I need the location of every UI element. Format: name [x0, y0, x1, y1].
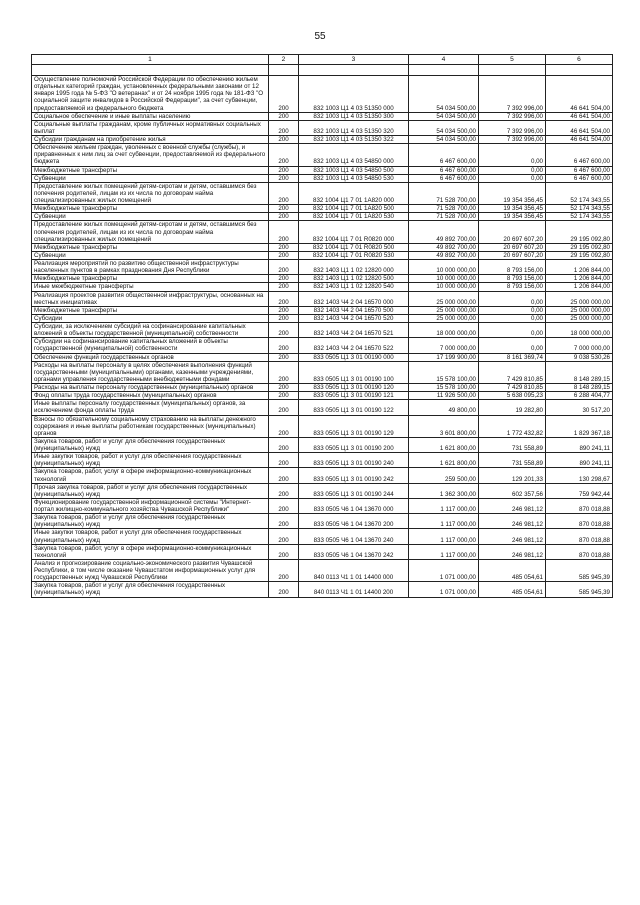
table-row	[32, 174, 613, 182]
table-row	[32, 112, 613, 120]
column-header: 4	[409, 55, 479, 65]
line-code-cell: 200	[269, 415, 299, 437]
approved-amount-cell: 1 621 800,00	[409, 437, 479, 452]
approved-amount-cell: 7 000 000,00	[409, 338, 479, 353]
unexecuted-amount-cell: 870 018,88	[546, 544, 613, 559]
executed-amount-cell: 0,00	[479, 306, 546, 314]
approved-amount-cell: 10 000 000,00	[409, 275, 479, 283]
expense-name-cell: Расходы на выплаты персоналу государственных (муниципальных) органов	[32, 384, 269, 392]
line-code-cell: 200	[269, 559, 299, 581]
expense-name-cell: Социальное обеспечение и иные выплаты населению	[32, 112, 269, 120]
unexecuted-amount-cell: 30 517,20	[546, 400, 613, 415]
budget-classification-code-cell: 833 0505 Ц1 3 01 00190 200	[299, 437, 409, 452]
executed-amount-cell: 731 558,89	[479, 437, 546, 452]
unexecuted-amount-cell: 8 148 289,15	[546, 361, 613, 383]
executed-amount-cell: 8 793 156,00	[479, 283, 546, 291]
expense-name-cell: Межбюджетные трансферты	[32, 275, 269, 283]
unexecuted-amount-cell: 6 288 404,77	[546, 392, 613, 400]
executed-amount-cell: 20 697 607,20	[479, 221, 546, 243]
table-row	[32, 437, 613, 452]
budget-execution-table	[31, 54, 613, 598]
expense-name-cell: Субвенции	[32, 251, 269, 259]
executed-amount-cell: 20 697 607,20	[479, 251, 546, 259]
expense-name-cell: Прочая закупка товаров, работ и услуг для обеспечения государственных (муниципальных) нужд	[32, 483, 269, 498]
budget-classification-code-cell: 832 1403 Ц1 1 02 12820 540	[299, 283, 409, 291]
line-code-cell: 200	[269, 323, 299, 338]
line-code-cell: 200	[269, 275, 299, 283]
approved-amount-cell: 17 199 900,00	[409, 353, 479, 361]
executed-amount-cell: 8 793 156,00	[479, 260, 546, 275]
table-row	[32, 582, 613, 597]
executed-amount-cell: 0,00	[479, 144, 546, 166]
expense-name-cell: Анализ и прогнозирование социально-экономического развития Чувашской Республики, в том числе оказание Чувашстатом информационных услуг для государственных нужд Чувашской Республики	[32, 559, 269, 581]
column-header: 2	[269, 55, 299, 65]
expense-name-cell: Субвенции	[32, 213, 269, 221]
expense-name-cell: Межбюджетные трансферты	[32, 306, 269, 314]
unexecuted-amount-cell: 1 206 844,00	[546, 260, 613, 275]
table-row	[32, 400, 613, 415]
executed-amount-cell: 20 697 607,20	[479, 243, 546, 251]
table-row	[32, 529, 613, 544]
line-code-cell: 200	[269, 353, 299, 361]
approved-amount-cell: 54 034 500,00	[409, 136, 479, 144]
expense-name-cell: Иные выплаты персоналу государственных (муниципальных) органов, за исключением фонда оплаты труда	[32, 400, 269, 415]
approved-amount-cell: 3 601 800,00	[409, 415, 479, 437]
expense-name-cell: Межбюджетные трансферты	[32, 166, 269, 174]
line-code-cell: 200	[269, 76, 299, 113]
expense-name-cell: Межбюджетные трансферты	[32, 205, 269, 213]
table-row	[32, 453, 613, 468]
budget-classification-code-cell: 832 1004 Ц1 7 01 1А820 000	[299, 182, 409, 204]
unexecuted-amount-cell: 1 829 367,18	[546, 415, 613, 437]
budget-classification-code-cell: 832 1003 Ц1 4 03 54850 000	[299, 144, 409, 166]
approved-amount-cell: 54 034 500,00	[409, 120, 479, 135]
line-code-cell: 200	[269, 338, 299, 353]
column-header: 6	[546, 55, 613, 65]
unexecuted-amount-cell: 1 206 844,00	[546, 283, 613, 291]
table-row	[32, 483, 613, 498]
executed-amount-cell: 485 054,61	[479, 582, 546, 597]
table-row	[32, 144, 613, 166]
approved-amount-cell: 1 071 000,00	[409, 559, 479, 581]
approved-amount-cell: 6 467 600,00	[409, 174, 479, 182]
header-spacer-row	[32, 65, 613, 76]
budget-classification-code-cell: 833 0505 Ц1 3 01 00190 121	[299, 392, 409, 400]
unexecuted-amount-cell: 29 195 092,80	[546, 243, 613, 251]
budget-classification-code-cell: 832 1403 Ц1 1 02 12820 500	[299, 275, 409, 283]
budget-classification-code-cell: 833 0505 Ц1 3 01 00190 129	[299, 415, 409, 437]
budget-classification-code-cell: 832 1003 Ц1 4 03 54850 500	[299, 166, 409, 174]
line-code-cell: 200	[269, 306, 299, 314]
expense-name-cell: Субсидии гражданам на приобретение жилья	[32, 136, 269, 144]
table-row	[32, 323, 613, 338]
budget-classification-code-cell: 833 0505 Ц1 3 01 00190 000	[299, 353, 409, 361]
table-row	[32, 283, 613, 291]
budget-classification-code-cell: 840 0113 Ч1 1 01 14400 000	[299, 559, 409, 581]
approved-amount-cell: 1 117 000,00	[409, 529, 479, 544]
line-code-cell: 200	[269, 544, 299, 559]
executed-amount-cell: 246 981,12	[479, 544, 546, 559]
unexecuted-amount-cell: 25 000 000,00	[546, 291, 613, 306]
executed-amount-cell: 0,00	[479, 323, 546, 338]
unexecuted-amount-cell: 890 241,11	[546, 437, 613, 452]
executed-amount-cell: 7 392 996,00	[479, 112, 546, 120]
expense-name-cell: Закупка товаров, работ, услуг в сфере информационно-коммуникационных технологий	[32, 468, 269, 483]
executed-amount-cell: 7 392 996,00	[479, 136, 546, 144]
table-body	[32, 76, 613, 598]
approved-amount-cell: 25 000 000,00	[409, 314, 479, 322]
executed-amount-cell: 246 981,12	[479, 498, 546, 513]
line-code-cell: 200	[269, 483, 299, 498]
unexecuted-amount-cell: 6 467 600,00	[546, 174, 613, 182]
column-header: 5	[479, 55, 546, 65]
approved-amount-cell: 71 528 700,00	[409, 182, 479, 204]
budget-classification-code-cell: 832 1003 Ц1 4 03 51350 300	[299, 112, 409, 120]
unexecuted-amount-cell: 1 206 844,00	[546, 275, 613, 283]
approved-amount-cell: 259 500,00	[409, 468, 479, 483]
expense-name-cell: Закупка товаров, работ и услуг для обеспечения государственных (муниципальных) нужд	[32, 514, 269, 529]
unexecuted-amount-cell: 585 945,39	[546, 559, 613, 581]
expense-name-cell: Социальные выплаты гражданам, кроме публичных нормативных социальных выплат	[32, 120, 269, 135]
line-code-cell: 200	[269, 361, 299, 383]
line-code-cell: 200	[269, 384, 299, 392]
executed-amount-cell: 0,00	[479, 291, 546, 306]
line-code-cell: 200	[269, 529, 299, 544]
expense-name-cell: Субсидии	[32, 314, 269, 322]
approved-amount-cell: 25 000 000,00	[409, 291, 479, 306]
budget-classification-code-cell: 832 1403 Ц1 1 02 12820 000	[299, 260, 409, 275]
unexecuted-amount-cell: 18 000 000,00	[546, 323, 613, 338]
executed-amount-cell: 7 429 810,85	[479, 384, 546, 392]
approved-amount-cell: 49 800,00	[409, 400, 479, 415]
table-row	[32, 291, 613, 306]
budget-classification-code-cell: 833 0505 Ц1 3 01 00190 120	[299, 384, 409, 392]
expense-name-cell: Обеспечение функций государственных органов	[32, 353, 269, 361]
executed-amount-cell: 8 161 369,74	[479, 353, 546, 361]
approved-amount-cell: 71 528 700,00	[409, 213, 479, 221]
unexecuted-amount-cell: 890 241,11	[546, 453, 613, 468]
unexecuted-amount-cell: 130 298,67	[546, 468, 613, 483]
budget-classification-code-cell: 832 1403 Ч4 2 04 16570 000	[299, 291, 409, 306]
line-code-cell: 200	[269, 283, 299, 291]
executed-amount-cell: 7 392 996,00	[479, 76, 546, 113]
expense-name-cell: Субсидии на софинансирование капитальных вложений в объекты государственной (муниципальной) собственности	[32, 338, 269, 353]
approved-amount-cell: 54 034 500,00	[409, 112, 479, 120]
unexecuted-amount-cell: 52 174 343,55	[546, 213, 613, 221]
unexecuted-amount-cell: 46 641 504,00	[546, 76, 613, 113]
executed-amount-cell: 19 354 356,45	[479, 205, 546, 213]
line-code-cell: 200	[269, 144, 299, 166]
line-code-cell: 200	[269, 453, 299, 468]
budget-classification-code-cell: 840 0113 Ч1 1 01 14400 200	[299, 582, 409, 597]
unexecuted-amount-cell: 7 000 000,00	[546, 338, 613, 353]
line-code-cell: 200	[269, 120, 299, 135]
expense-name-cell: Осуществление полномочий Российской Федерации по обеспечению жильем отдельных категорий граждан, установленных федеральными законами от 12 января 1995 года № 5-ФЗ "О ветеранах" и от 24 ноября 1995 года № 181-ФЗ "О социальной защите инвалидов в Российской Федерации", за счет субвенции, предоставляемой из федерального бюджета	[32, 76, 269, 113]
table-row	[32, 392, 613, 400]
expense-name-cell: Взносы по обязательному социальному страхованию на выплаты денежного содержания и иные выплаты работникам государственных (муниципальных) органов	[32, 415, 269, 437]
budget-classification-code-cell: 833 0505 Ч6 1 04 13670 240	[299, 529, 409, 544]
line-code-cell: 200	[269, 251, 299, 259]
line-code-cell: 200	[269, 182, 299, 204]
budget-classification-code-cell: 833 0505 Ч6 1 04 13670 000	[299, 498, 409, 513]
table-row	[32, 514, 613, 529]
budget-classification-code-cell: 833 0505 Ч6 1 04 13670 200	[299, 514, 409, 529]
budget-classification-code-cell: 832 1003 Ц1 4 03 51350 320	[299, 120, 409, 135]
executed-amount-cell: 8 793 156,00	[479, 275, 546, 283]
table-row	[32, 353, 613, 361]
budget-classification-code-cell: 832 1004 Ц1 7 01 R0820 000	[299, 221, 409, 243]
budget-classification-code-cell: 832 1004 Ц1 7 01 R0820 530	[299, 251, 409, 259]
unexecuted-amount-cell: 25 000 000,00	[546, 314, 613, 322]
line-code-cell: 200	[269, 392, 299, 400]
budget-classification-code-cell: 833 0505 Ц1 3 01 00190 240	[299, 453, 409, 468]
unexecuted-amount-cell: 29 195 092,80	[546, 251, 613, 259]
executed-amount-cell: 731 558,89	[479, 453, 546, 468]
expense-name-cell: Реализация проектов развития общественной инфраструктуры, основанных на местных инициативах	[32, 291, 269, 306]
table-row	[32, 559, 613, 581]
table-row	[32, 136, 613, 144]
executed-amount-cell: 19 282,80	[479, 400, 546, 415]
approved-amount-cell: 10 000 000,00	[409, 283, 479, 291]
table-row	[32, 498, 613, 513]
approved-amount-cell: 49 892 700,00	[409, 251, 479, 259]
table-row	[32, 76, 613, 113]
budget-classification-code-cell: 833 0505 Ц1 3 01 00190 244	[299, 483, 409, 498]
expense-name-cell: Предоставление жилых помещений детям-сиротам и детям, оставшимся без попечения родителей, лицам из их числа по договорам найма специализированных жилых помещений	[32, 182, 269, 204]
executed-amount-cell: 7 392 996,00	[479, 120, 546, 135]
line-code-cell: 200	[269, 221, 299, 243]
expense-name-cell: Расходы на выплаты персоналу в целях обеспечения выполнения функций государственными (муниципальными) органами, казенными учреждениями, органами управления государственными внебюджетными фондами	[32, 361, 269, 383]
unexecuted-amount-cell: 759 942,44	[546, 483, 613, 498]
unexecuted-amount-cell: 29 195 092,80	[546, 221, 613, 243]
approved-amount-cell: 54 034 500,00	[409, 76, 479, 113]
line-code-cell: 200	[269, 136, 299, 144]
table-row	[32, 544, 613, 559]
unexecuted-amount-cell: 9 038 530,26	[546, 353, 613, 361]
unexecuted-amount-cell: 6 467 600,00	[546, 166, 613, 174]
approved-amount-cell: 71 528 700,00	[409, 205, 479, 213]
approved-amount-cell: 15 578 100,00	[409, 361, 479, 383]
column-number-header-row	[32, 55, 613, 65]
approved-amount-cell: 49 892 700,00	[409, 221, 479, 243]
budget-classification-code-cell: 833 0505 Ч6 1 04 13670 242	[299, 544, 409, 559]
unexecuted-amount-cell: 46 641 504,00	[546, 120, 613, 135]
expense-name-cell: Субсидии, за исключением субсидий на софинансирование капитальных вложений в объекты государственной (муниципальной) собственности	[32, 323, 269, 338]
budget-classification-code-cell: 833 0505 Ц1 3 01 00190 122	[299, 400, 409, 415]
table-row	[32, 260, 613, 275]
expense-name-cell: Межбюджетные трансферты	[32, 243, 269, 251]
approved-amount-cell: 49 892 700,00	[409, 243, 479, 251]
approved-amount-cell: 18 000 000,00	[409, 323, 479, 338]
approved-amount-cell: 25 000 000,00	[409, 306, 479, 314]
budget-classification-code-cell: 833 0505 Ц1 3 01 00190 100	[299, 361, 409, 383]
approved-amount-cell: 6 467 600,00	[409, 144, 479, 166]
expense-name-cell: Иные закупки товаров, работ и услуг для обеспечения государственных (муниципальных) нужд	[32, 529, 269, 544]
table-row	[32, 182, 613, 204]
unexecuted-amount-cell: 870 018,88	[546, 529, 613, 544]
unexecuted-amount-cell: 46 641 504,00	[546, 112, 613, 120]
approved-amount-cell: 1 117 000,00	[409, 544, 479, 559]
table-row	[32, 468, 613, 483]
executed-amount-cell: 246 981,12	[479, 514, 546, 529]
table-row	[32, 338, 613, 353]
column-header: 1	[32, 55, 269, 65]
table-row	[32, 221, 613, 243]
line-code-cell: 200	[269, 400, 299, 415]
budget-classification-code-cell: 832 1004 Ц1 7 01 R0820 500	[299, 243, 409, 251]
table-row	[32, 213, 613, 221]
line-code-cell: 200	[269, 314, 299, 322]
table-row	[32, 166, 613, 174]
budget-classification-code-cell: 833 0505 Ц1 3 01 00190 242	[299, 468, 409, 483]
line-code-cell: 200	[269, 112, 299, 120]
expense-name-cell: Фонд оплаты труда государственных (муниципальных) органов	[32, 392, 269, 400]
line-code-cell: 200	[269, 291, 299, 306]
table-row	[32, 120, 613, 135]
unexecuted-amount-cell: 6 467 600,00	[546, 144, 613, 166]
budget-classification-code-cell: 832 1403 Ч4 2 04 16570 500	[299, 306, 409, 314]
expense-name-cell: Субвенции	[32, 174, 269, 182]
approved-amount-cell: 11 926 500,00	[409, 392, 479, 400]
unexecuted-amount-cell: 52 174 343,55	[546, 205, 613, 213]
unexecuted-amount-cell: 585 945,39	[546, 582, 613, 597]
executed-amount-cell: 7 429 810,85	[479, 361, 546, 383]
column-header: 3	[299, 55, 409, 65]
executed-amount-cell: 246 981,12	[479, 529, 546, 544]
executed-amount-cell: 19 354 356,45	[479, 182, 546, 204]
line-code-cell: 200	[269, 213, 299, 221]
expense-name-cell: Обеспечение жильем граждан, уволенных с военной службы (службы), и приравненных к ним лиц за счет субвенции, предоставляемой из федерального бюджета	[32, 144, 269, 166]
executed-amount-cell: 1 772 432,82	[479, 415, 546, 437]
approved-amount-cell: 10 000 000,00	[409, 260, 479, 275]
unexecuted-amount-cell: 52 174 343,55	[546, 182, 613, 204]
executed-amount-cell: 19 354 356,45	[479, 213, 546, 221]
approved-amount-cell: 1 117 000,00	[409, 514, 479, 529]
approved-amount-cell: 1 362 300,00	[409, 483, 479, 498]
approved-amount-cell: 1 621 800,00	[409, 453, 479, 468]
budget-classification-code-cell: 832 1403 Ч4 2 04 16570 521	[299, 323, 409, 338]
table-row	[32, 384, 613, 392]
expense-name-cell: Закупка товаров, работ и услуг для обеспечения государственных (муниципальных) нужд	[32, 437, 269, 452]
unexecuted-amount-cell: 870 018,88	[546, 514, 613, 529]
line-code-cell: 200	[269, 243, 299, 251]
line-code-cell: 200	[269, 174, 299, 182]
line-code-cell: 200	[269, 582, 299, 597]
unexecuted-amount-cell: 25 000 000,00	[546, 306, 613, 314]
table-row	[32, 275, 613, 283]
table-row	[32, 314, 613, 322]
approved-amount-cell: 1 071 000,00	[409, 582, 479, 597]
expense-name-cell: Иные межбюджетные трансферты	[32, 283, 269, 291]
table-row	[32, 306, 613, 314]
executed-amount-cell: 0,00	[479, 166, 546, 174]
executed-amount-cell: 129 201,33	[479, 468, 546, 483]
line-code-cell: 200	[269, 260, 299, 275]
budget-classification-code-cell: 832 1003 Ц1 4 03 51350 000	[299, 76, 409, 113]
line-code-cell: 200	[269, 166, 299, 174]
line-code-cell: 200	[269, 514, 299, 529]
page-number: 55	[314, 31, 326, 42]
executed-amount-cell: 0,00	[479, 338, 546, 353]
budget-classification-code-cell: 832 1003 Ц1 4 03 51350 322	[299, 136, 409, 144]
budget-classification-code-cell: 832 1403 Ч4 2 04 16570 522	[299, 338, 409, 353]
budget-classification-code-cell: 832 1004 Ц1 7 01 1А820 500	[299, 205, 409, 213]
expense-name-cell: Иные закупки товаров, работ и услуг для обеспечения государственных (муниципальных) нужд	[32, 453, 269, 468]
approved-amount-cell: 1 117 000,00	[409, 498, 479, 513]
line-code-cell: 200	[269, 205, 299, 213]
budget-classification-code-cell: 832 1004 Ц1 7 01 1А820 530	[299, 213, 409, 221]
executed-amount-cell: 485 054,61	[479, 559, 546, 581]
unexecuted-amount-cell: 8 148 289,15	[546, 384, 613, 392]
approved-amount-cell: 15 578 100,00	[409, 384, 479, 392]
budget-classification-code-cell: 832 1403 Ч4 2 04 16570 520	[299, 314, 409, 322]
executed-amount-cell: 0,00	[479, 314, 546, 322]
expense-name-cell: Реализация мероприятий по развитию общественной инфраструктуры населенных пунктов в рамках празднования Дня Республики	[32, 260, 269, 275]
line-code-cell: 200	[269, 437, 299, 452]
table-row	[32, 361, 613, 383]
line-code-cell: 200	[269, 498, 299, 513]
executed-amount-cell: 5 638 095,23	[479, 392, 546, 400]
expense-name-cell: Закупка товаров, работ и услуг для обеспечения государственных (муниципальных) нужд	[32, 582, 269, 597]
unexecuted-amount-cell: 46 641 504,00	[546, 136, 613, 144]
approved-amount-cell: 6 467 600,00	[409, 166, 479, 174]
executed-amount-cell: 0,00	[479, 174, 546, 182]
line-code-cell: 200	[269, 468, 299, 483]
table-row	[32, 415, 613, 437]
executed-amount-cell: 602 357,56	[479, 483, 546, 498]
table-row	[32, 205, 613, 213]
expense-name-cell: Предоставление жилых помещений детям-сиротам и детям, оставшимся без попечения родителей, лицам из их числа по договорам найма специализированных жилых помещений	[32, 221, 269, 243]
expense-name-cell: Закупка товаров, работ, услуг в сфере информационно-коммуникационных технологий	[32, 544, 269, 559]
table-row	[32, 251, 613, 259]
expense-name-cell: Функционирование государственной информационной системы "Интернет-портал жилищно-коммунального хозяйства Чувашской Республики"	[32, 498, 269, 513]
budget-classification-code-cell: 832 1003 Ц1 4 03 54850 530	[299, 174, 409, 182]
table-row	[32, 243, 613, 251]
unexecuted-amount-cell: 870 018,88	[546, 498, 613, 513]
